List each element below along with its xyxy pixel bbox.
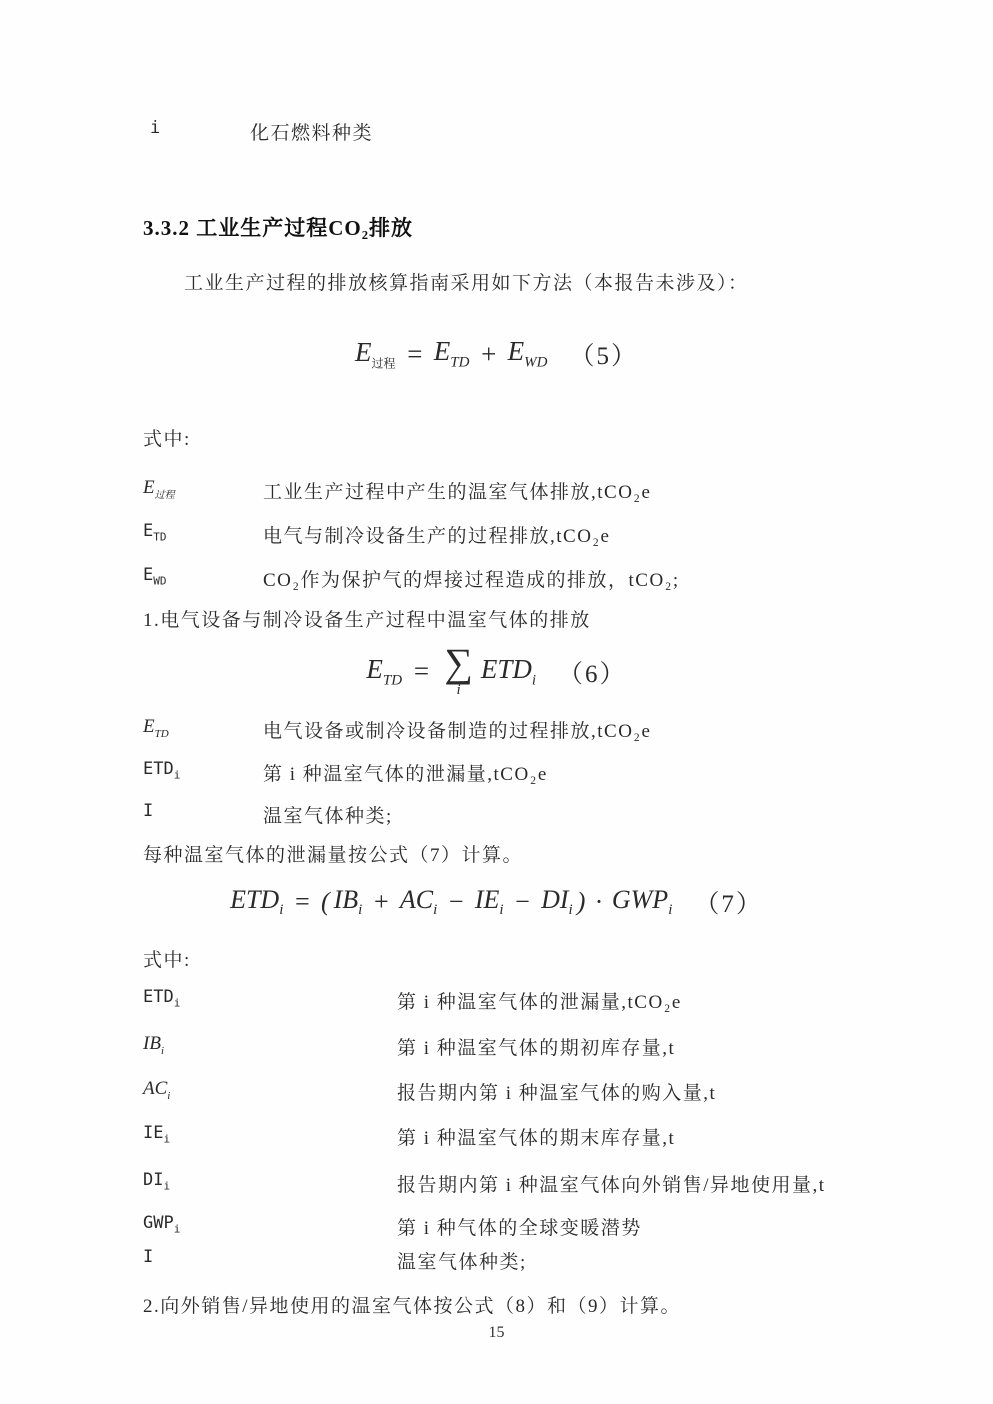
equals-sign: = — [412, 656, 431, 686]
plus-sign: + — [372, 887, 390, 916]
note-leak-calculation: 每种温室气体的泄漏量按公式（7）计算。 — [143, 845, 524, 866]
definition-term: I — [143, 1247, 154, 1267]
list-item-2: 2.向外销售/异地使用的温室气体按公式（8）和（9）计算。 — [143, 1296, 682, 1317]
definition-description: 第 i 种温室气体的期末库存量,t — [397, 1128, 676, 1149]
definition-term: $ETD_i$ — [143, 759, 181, 782]
definition-term: $AC_i$ — [143, 1078, 171, 1102]
dot-operator: · — [595, 887, 602, 916]
formula-term: $ETD_i$ — [480, 653, 537, 689]
definition-description: 温室气体种类; — [397, 1252, 527, 1273]
formula-number: （6） — [558, 660, 627, 688]
plus-sign: + — [479, 338, 498, 369]
definition-term: $E_{过程}$ — [143, 477, 175, 501]
definition-description: 第 i 种气体的全球变暖潜势 — [397, 1218, 642, 1239]
formula-number: （7） — [694, 891, 763, 918]
formula-term: $DI_i$ — [541, 884, 573, 919]
definition-term: $IE_i$ — [143, 1123, 171, 1146]
definition-description: 化石燃料种类 — [250, 123, 374, 144]
intro-paragraph: 工业生产过程的排放核算指南采用如下方法（本报告未涉及）： — [184, 273, 749, 294]
definition-term: $GWP_i$ — [143, 1213, 181, 1236]
definition-description: 电气与制冷设备生产的过程排放,tCO₂e — [263, 526, 611, 547]
equals-sign: = — [405, 338, 424, 369]
definition-term: i — [150, 118, 162, 138]
formula-term: $ETD_i$ — [230, 884, 284, 919]
formula-term: $E_{TD}$ — [366, 653, 403, 689]
formula-6 — [0, 640, 993, 698]
definition-description: 第 i 种温室气体的泄漏量,tCO₂e — [263, 764, 548, 785]
definition-description: 报告期内第 i 种温室气体的购入量,t — [397, 1083, 717, 1104]
equals-sign: = — [293, 887, 311, 916]
open-paren: ( — [320, 887, 330, 916]
definition-description: 报告期内第 i 种温室气体向外销售/异地使用量,t — [397, 1175, 826, 1196]
definition-term: $IB_i$ — [143, 1033, 164, 1057]
summation-symbol: ∑ i — [444, 640, 473, 698]
definition-description: 第 i 种温室气体的泄漏量,tCO₂e — [397, 992, 682, 1013]
formula-term: $E_{WD}$ — [507, 336, 548, 371]
where-label: 式中: — [143, 429, 191, 450]
formula-term: $E_{过程}$ — [354, 336, 396, 371]
definition-term: $DI_i$ — [143, 1170, 171, 1193]
definition-term: $ETD_i$ — [143, 987, 181, 1010]
section-heading: 3.3.2 工业生产过程CO₂排放 — [143, 216, 414, 240]
formula-term: $AC_i$ — [399, 884, 438, 919]
minus-sign: − — [447, 887, 465, 916]
definition-term: I — [143, 801, 154, 821]
list-item-1: 1.电气设备与制冷设备生产过程中温室气体的排放 — [143, 610, 591, 631]
formula-term: $IE_i$ — [474, 884, 504, 919]
formula-number: （5） — [569, 343, 638, 370]
formula-7 — [0, 884, 993, 920]
definition-term: $E_{TD}$ — [143, 716, 169, 740]
definition-description: 温室气体种类; — [263, 806, 393, 827]
close-paren: ) — [576, 887, 586, 916]
definition-description: CO₂作为保护气的焊接过程造成的排放，tCO₂; — [263, 570, 680, 591]
formula-term: $GWP_i$ — [611, 884, 673, 919]
definition-description: 电气设备或制冷设备制造的过程排放,tCO₂e — [263, 721, 652, 742]
page-number: 15 — [488, 1324, 505, 1341]
definition-description: 第 i 种温室气体的期初库存量,t — [397, 1038, 676, 1059]
definition-term: $E_{TD}$ — [143, 521, 167, 544]
where-label: 式中: — [143, 950, 191, 971]
definition-term: $E_{WD}$ — [143, 565, 167, 588]
formula-term: $E_{TD}$ — [433, 336, 470, 371]
definition-description: 工业生产过程中产生的温室气体排放,tCO₂e — [263, 482, 652, 503]
minus-sign: − — [513, 887, 532, 916]
formula-term: $IB_i$ — [333, 884, 363, 919]
formula-5 — [0, 336, 993, 372]
